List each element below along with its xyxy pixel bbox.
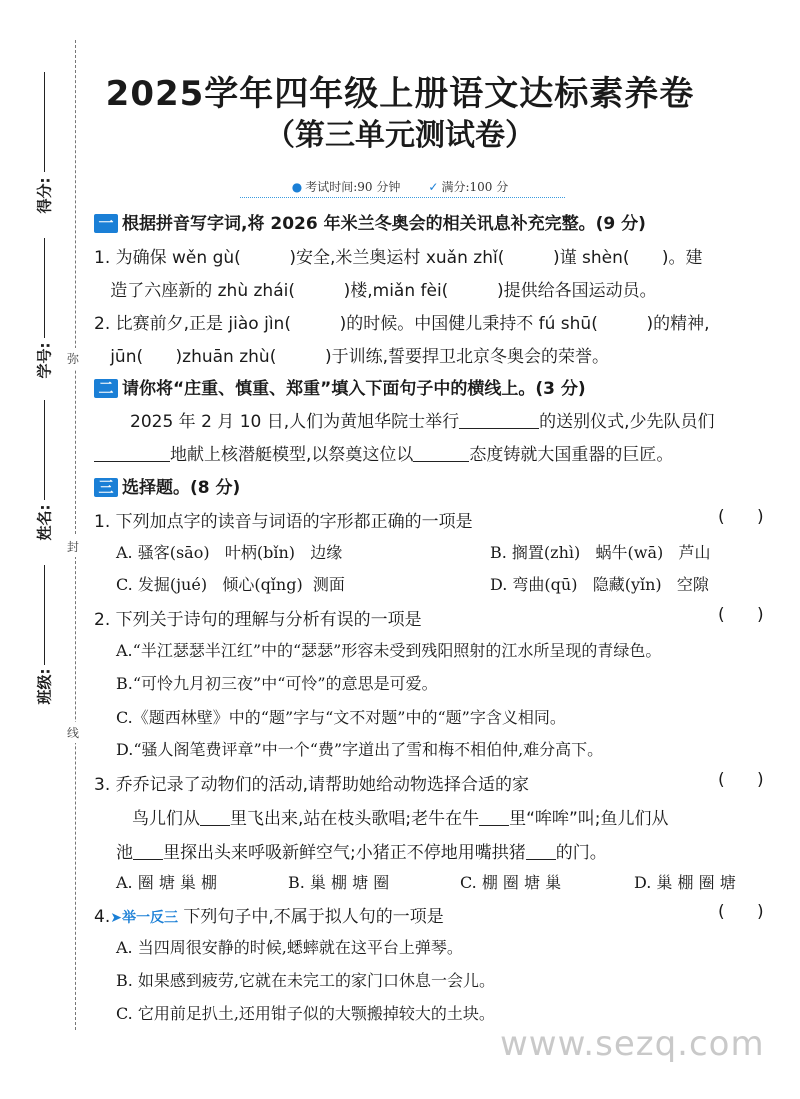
fill-blank[interactable] — [413, 461, 469, 462]
s1-line: 2. 比赛前夕,正是 jiào jìn( )的时候。中国健儿秉持不 fú shū( )的精神, — [94, 314, 710, 334]
q1-option-c: C. 发掘(jué) 倾心(qǐng) 测面 — [116, 575, 345, 594]
q2-option-c: C.《题西林壁》中的“题”字与“文不对题”中的“题”字含义相同。 — [116, 708, 566, 727]
score-label: 得分: — [35, 177, 54, 214]
fill-blank[interactable] — [526, 859, 556, 860]
q3-option-c: C. 棚 圈 塘 巢 — [460, 873, 562, 892]
fill-blank[interactable] — [133, 859, 163, 860]
s2-line2 — [94, 440, 673, 465]
q1-answer-paren[interactable]: ( ) — [718, 507, 764, 527]
q2-option-a: A.“半江瑟瑟半江红”中的“瑟瑟”形容未受到残阳照射的江水所呈现的青绿色。 — [116, 641, 662, 660]
seal-char-mi: 弥 — [67, 348, 79, 369]
fill-blank[interactable] — [479, 825, 509, 826]
section2-badge: 二 — [94, 379, 118, 398]
check-icon: ✓ — [428, 180, 439, 194]
q4-stem-text: 下列句子中,不属于拟人句的一项是 — [183, 907, 444, 927]
q3-option-a: A. 圈 塘 巢 棚 — [116, 873, 217, 892]
q3-text: 池 — [116, 843, 133, 863]
class-field-line — [44, 565, 45, 665]
section1-heading-text: 根据拼音写字词,将 2026 年米兰冬奥会的相关讯息补充完整。(9 分) — [122, 214, 646, 234]
section1-badge: 一 — [94, 214, 118, 233]
fill-blank[interactable] — [459, 428, 539, 429]
s2-text: 2025 年 2 月 10 日,人们为黄旭华院士举行 — [130, 412, 460, 432]
q1-option-b: B. 搁置(zhì) 蜗牛(wā) 芦山 — [490, 543, 711, 562]
section1-heading — [94, 209, 646, 234]
seal-char-feng: 封 — [67, 536, 79, 557]
class-label: 班级: — [35, 668, 54, 705]
q3-text: 鸟儿们从 — [132, 809, 200, 829]
student-id-label: 学号: — [35, 342, 54, 379]
q3-option-d: D. 巢 棚 圈 塘 — [634, 873, 736, 892]
q2-stem: 2. 下列关于诗句的理解与分析有误的一项是 — [94, 610, 422, 630]
q2-option-d: D.“骚人阁笔费评章”中一个“费”字道出了雪和梅不相伯仲,难分高下。 — [116, 740, 604, 759]
q2-option-b: B.“可怜九月初三夜”中“可怜”的意思是可爱。 — [116, 674, 438, 693]
q1-option-d: D. 弯曲(qū) 隐藏(yǐn) 空隙 — [490, 575, 709, 594]
watermark: www.sezq.com — [500, 1024, 765, 1064]
q2-answer-paren[interactable]: ( ) — [718, 605, 764, 625]
q4-option-c: C. 它用前足扒土,还用钳子似的大颚搬掉较大的土块。 — [116, 1004, 495, 1023]
q4-stem — [94, 902, 444, 927]
q3-text: 的门。 — [555, 843, 607, 863]
q4-number: 4. — [94, 907, 111, 927]
clock-icon: ● — [291, 180, 303, 194]
fill-blank[interactable] — [94, 461, 170, 462]
q3-option-b: B. 巢 棚 塘 圈 — [288, 873, 390, 892]
s2-line1 — [130, 407, 715, 432]
q4-option-a: A. 当四周很安静的时候,蟋蟀就在这平台上弹琴。 — [116, 938, 463, 957]
exam-meta — [0, 178, 800, 195]
s2-text: 的送别仪式,少先队员们 — [539, 412, 715, 432]
q3-passage-line1 — [132, 804, 668, 829]
fill-blank[interactable] — [200, 825, 230, 826]
page-subtitle: （第三单元测试卷） — [265, 118, 535, 153]
q4-option-b: B. 如果感到疲劳,它就在未完工的家门口休息一会儿。 — [116, 971, 496, 990]
q4-answer-paren[interactable]: ( ) — [718, 902, 764, 922]
section2-heading — [94, 374, 586, 399]
q1-option-a: A. 骚客(sāo) 叶柄(bǐn) 边缘 — [116, 543, 343, 562]
section3-badge: 三 — [94, 478, 118, 497]
name-label: 姓名: — [35, 504, 54, 541]
q3-answer-paren[interactable]: ( ) — [718, 770, 764, 790]
q3-stem: 3. 乔乔记录了动物们的活动,请帮助她给动物选择合适的家 — [94, 775, 530, 795]
q3-text: 里飞出来,站在枝头歌唱;老牛在牛 — [230, 809, 480, 829]
q3-passage-line2 — [116, 838, 607, 863]
s1-line: 造了六座新的 zhù zhái( )楼,miǎn fèi( )提供给各国运动员。 — [94, 281, 657, 301]
section3-heading — [94, 473, 240, 498]
student-id-field-line — [44, 238, 45, 338]
full-score: 满分:100 分 — [441, 180, 509, 194]
section3-heading-text: 选择题。(8 分) — [122, 478, 241, 498]
s2-text: 态度铸就大国重器的巨匠。 — [469, 445, 674, 465]
s1-line: jūn( )zhuān zhù( )于训练,誓要捍卫北京冬奥会的荣誉。 — [94, 347, 610, 367]
s1-line: 1. 为确保 wěn gù( )安全,米兰奥运村 xuǎn zhǐ( )谨 shèn( )。建 — [94, 248, 703, 268]
s2-text: 地献上核潜艇模型,以祭奠这位以 — [170, 445, 414, 465]
name-field-line — [44, 400, 45, 500]
q3-text: 里“哞哞”叫;鱼儿们从 — [509, 809, 669, 829]
q1-stem: 1. 下列加点字的读音与词语的字形都正确的一项是 — [94, 512, 473, 532]
section2-heading-text: 请你将“庄重、慎重、郑重”填入下面句子中的横线上。(3 分) — [122, 379, 586, 399]
q4-tag: ➤举一反三 — [110, 910, 178, 926]
page-title: 2025学年四年级上册语文达标素养卷 — [105, 74, 695, 114]
meta-divider — [240, 197, 565, 198]
q3-text: 里探出头来呼吸新鲜空气;小猪正不停地用嘴拱猪 — [163, 843, 526, 863]
seal-char-xian: 线 — [67, 722, 79, 743]
exam-time: 考试时间:90 分钟 — [305, 180, 401, 194]
